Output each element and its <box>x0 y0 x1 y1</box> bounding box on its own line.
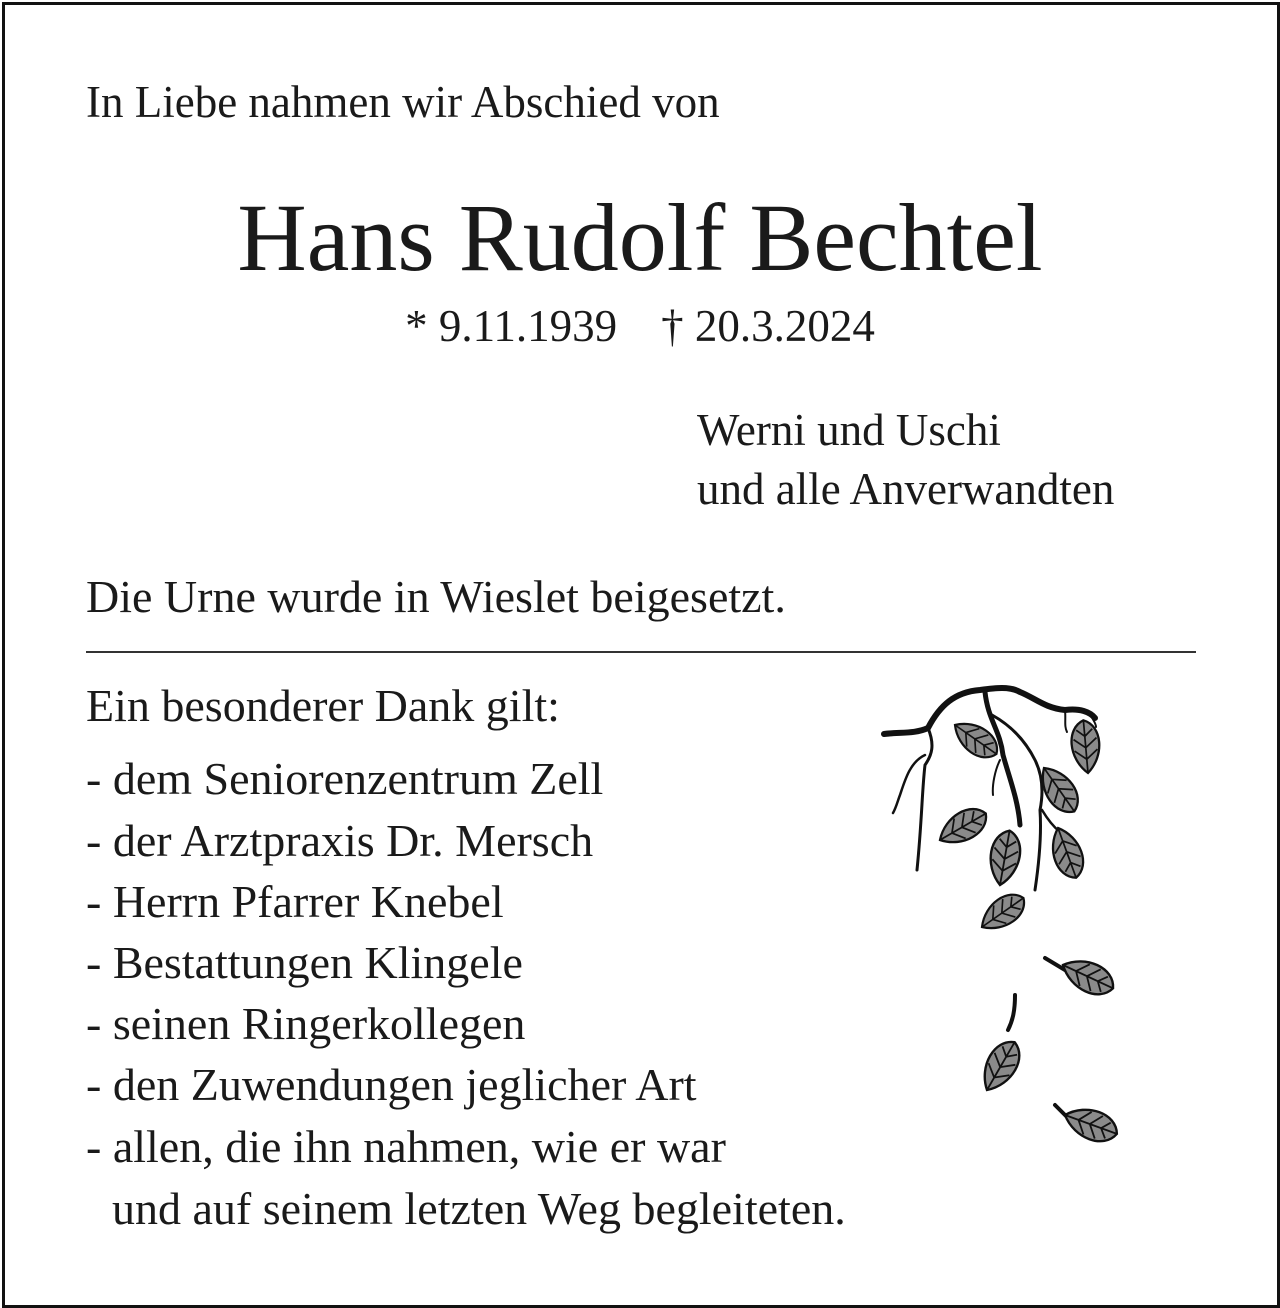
thanks-item: - Herrn Pfarrer Knebel <box>86 876 504 927</box>
life-dates <box>0 301 1280 351</box>
thanks-heading: Ein besonderer Dank gilt: <box>86 680 560 731</box>
mourner-line: Werni und Uschi <box>697 405 1001 455</box>
deceased-name: Hans Rudolf Bechtel <box>237 184 1043 291</box>
burial-text: Die Urne wurde in Wieslet beigesetzt. <box>86 571 786 622</box>
branch-leaves-illustration <box>860 670 1140 1160</box>
thanks-item: - dem Seniorenzentrum Zell <box>86 753 604 804</box>
thanks-item: - der Arztpraxis Dr. Mersch <box>86 815 594 866</box>
thanks-item: und auf seinem letzten Weg begleiteten. <box>112 1183 846 1234</box>
thanks-item: - den Zuwendungen jeglicher Art <box>86 1059 697 1110</box>
intro-text: In Liebe nahmen wir Abschied von <box>86 77 720 127</box>
birth-date: * 9.11.1939 <box>405 301 618 351</box>
mourner-line: und alle Anverwandten <box>697 464 1115 514</box>
thanks-item: - Bestattungen Klingele <box>86 937 523 988</box>
death-date: † 20.3.2024 <box>661 301 875 351</box>
thanks-item: - seinen Ringerkollegen <box>86 998 526 1049</box>
divider <box>86 651 1196 653</box>
thanks-item: - allen, die ihn nahmen, wie er war <box>86 1121 726 1172</box>
